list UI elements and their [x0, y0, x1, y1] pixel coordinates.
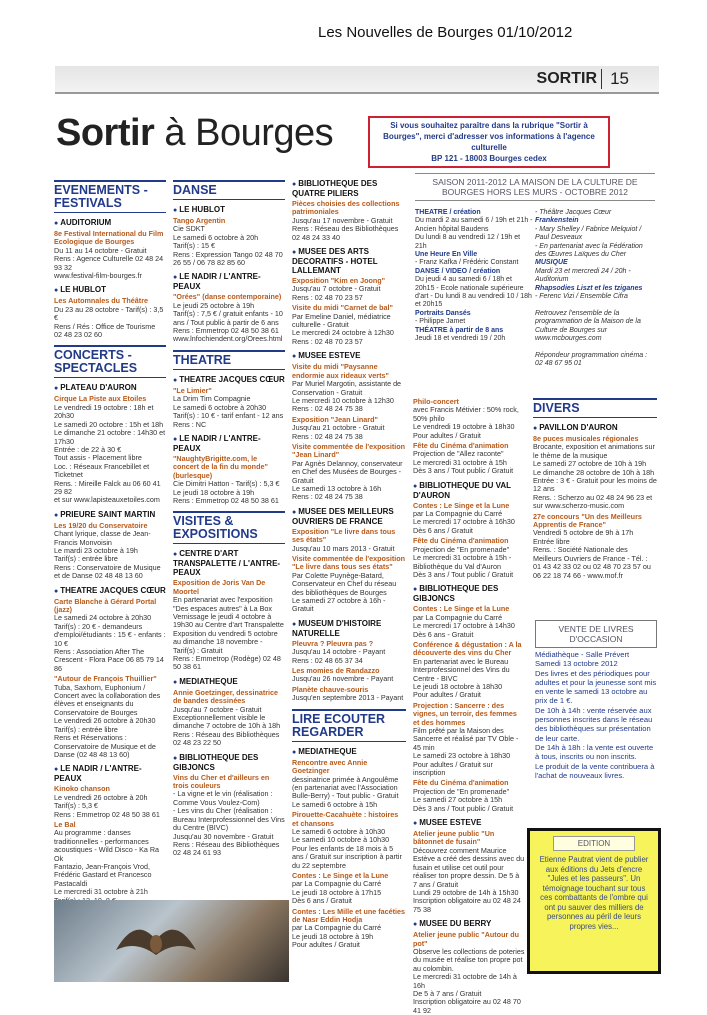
section-heading: DANSE	[173, 180, 285, 200]
section-heading: DIVERS	[533, 398, 657, 418]
section-heading: LIRE ECOUTER REGARDER	[292, 709, 406, 742]
event-details: - Mary Shelley / Fabrice Melquiot / Paul Desveaux - En partenariat avec la Fédération des Œuvres Laïques du Cher	[535, 225, 643, 259]
event-title: Rencontre avec Annie Goetzinger	[292, 757, 368, 776]
event-details: Par Colette Puynège-Batard, Conservateur en Chef du réseau des bibliothèques de Bourges Le samedi 27 octobre à 16h - Gratuit	[292, 570, 397, 614]
venue-name: ● MUSEE ESTEVE	[413, 818, 525, 828]
event-details: Jusqu'au 21 octobre - Gratuit Rens : 02 48 24 75 38	[292, 423, 385, 441]
event-title: Fête du Cinéma d'animation	[413, 778, 509, 788]
edition-heading: EDITION	[553, 836, 635, 851]
venue-name: ● LE NADIR / L'ANTRE-PEAUX	[54, 764, 166, 783]
event-details: Le samedi 6 octobre à 10h30 Le samedi 10 octobre à 10h30 Pour les enfants de 18 mois à 5 ans / Gratuit sur inscription à partir du 22 septembre	[292, 826, 402, 870]
event-details: En partenariat avec l'exposition "Des espaces autres" à La Box Vernissage le jeudi 4 octobre à 19h30 au Centre d'art Transpalette Exposition du vendredi 5 octobre au dimanche 18 novembre - Tarif(s) : Gratuit Rens : Emmetrop (Rodège) 02 48 50 38 61	[173, 595, 284, 672]
edition-box	[527, 828, 661, 974]
event-details: - La vigne et le vin (réalisation : Comme Vous Voulez-Com) - Les vins du Cher (réalisation : Bureau Interprofessionnel des Vins du Centre (BIVC) Jusqu'au 30 novembre - Gratuit Rens : Réseau des Bibliothèques 02 48 24 61 93	[173, 789, 285, 858]
event-details: Le jeudi 25 octobre à 19h Tarif(s) : 7,5 € / gratuit enfants - 10 ans / Tout public à partir de 6 ans Rens : Emmetrop 02 48 50 38 61 www.lnfochiendent.org/Orees.html	[173, 300, 283, 344]
event-details: Projection de "Allez raconte" Le mercredi 31 octobre à 15h Dès 3 ans / Tout public / Gratuit	[413, 449, 514, 476]
bat-photo	[54, 900, 289, 982]
event-details: Du jeudi 4 au samedi 6 / 18h et 20h15 - Ecole nationale supérieure d'art - Du lundi 8 au vendredi 10 / 18h et 20h15	[415, 276, 532, 309]
event-details: La Drim Tim Compagnie Le samedi 6 octobre à 20h30 Tarif(s) : 10 € - tarif enfant - 12 ans Rens : NC	[173, 394, 284, 429]
event-details: Mardi 23 et mercredi 24 / 20h - Auditorium	[535, 267, 631, 284]
section-heading: EVENEMENTS - FESTIVALS	[54, 180, 166, 213]
event-title: Exposition "Kim en Joong"	[292, 276, 386, 286]
event-title: Philo-concert	[413, 397, 459, 406]
program-title: Une Heure En Ville	[415, 251, 478, 259]
event-title: Exposition "Le livre dans tous ses états"	[292, 526, 396, 545]
event-details: par La Compagnie du Carré Le jeudi 18 octobre à 19h Pour adultes / Gratuit	[292, 923, 382, 950]
page-title	[56, 112, 333, 155]
event-details: Du 23 au 28 octobre - Tarif(s) : 3,5 € Rens / Rés : Office de Tourisme 02 48 23 02 60	[54, 304, 164, 340]
venue-name: ● MUSEE DES ARTS DECORATIFS - HOTEL LALLEMANT	[292, 247, 406, 275]
program-title: DANSE / VIDEO / création	[415, 267, 501, 275]
event-details: Vendredi 5 octobre de 9h à 17h Entrée libre Rens. : Société Nationale des Meilleurs Ouvriers de France - Tél. : 01 43 42 33 02 ou 02 48 70 23 57 ou 06 22 18 74 66 - www.mof.fr	[533, 528, 651, 580]
event-title: Planète chauve-souris	[292, 684, 369, 694]
event-title: Fête du Cinéma d'animation	[413, 536, 509, 546]
section-header-bar	[55, 66, 659, 94]
event-details: Jusqu'au 26 novembre - Payant	[292, 674, 394, 684]
event-title: Contes : Le Singe et la Lune	[413, 500, 510, 510]
event-details: Film prêté par la Maison des Sancerre et réalisé par TV Oble - 45 min Le samedi 23 octobre à 18h30 Pour adultes / Gratuit sur inscription	[413, 726, 519, 778]
program-title: Frankenstein	[535, 217, 579, 225]
event-title: Visite commentée de l'exposition "Jean Linard"	[292, 441, 406, 460]
venue-name: ● MEDIATHEQUE	[292, 747, 406, 757]
event-title: Annie Goetzinger, dessinatrice de bandes dessinées	[173, 687, 279, 706]
event-details: Du 11 au 14 octobre - Gratuit Rens : Agence Culturelle 02 48 24 93 32 www.festival-film-bourges.fr	[54, 245, 164, 281]
event-title: 8e Festival International du Film Ecologique de Bourges	[54, 229, 164, 247]
event-details: Jusqu'au 17 novembre - Gratuit Rens : Réseau des Bibliothèques 02 48 24 33 40	[292, 215, 399, 242]
event-title: Pièces choisies des collections patrimoniales	[292, 199, 400, 217]
event-details: avec Francis Métivier : 50% rock, 50% philo Le vendredi 19 octobre à 18h30 Pour adultes / Gratuit	[413, 405, 519, 440]
event-title: Pirouette-Cacahuète : histoires et chansons	[292, 810, 399, 828]
divers-column	[533, 392, 657, 580]
venue-name: ● AUDITORIUM	[54, 218, 166, 228]
venue-name: ● LE HUBLOT	[54, 285, 166, 295]
event-details: par La Compagnie du Carré Le mercredi 17 octobre à 14h30 Dès 6 ans - Gratuit	[413, 612, 515, 639]
event-details: Projection de "En promenade" Le samedi 27 octobre à 15h Dès 3 ans / Tout public / Gratuit	[413, 786, 514, 813]
submission-notice: Si vous souhaitez paraître dans la rubrique "Sortir à Bourges", merci d'adresser vos informations à l'agence culturelle BP 121 - 18003 Bourges cedex	[368, 116, 610, 168]
event-details: - Théâtre Jacques Cœur	[535, 209, 612, 216]
event-title: Exposition "Jean Linard"	[292, 414, 378, 424]
column-1	[54, 174, 166, 913]
event-title: Tango Argentin	[173, 216, 226, 225]
event-details: Projection de "En promenade" Le mercredi 31 octobre à 15h - Bibliothèque du Val d'Auron Dès 3 ans / Tout public / Gratuit	[413, 544, 514, 579]
event-details: Cie SDKT Le samedi 6 octobre à 20h Tarif(s) : 15 € Rens : Expression Tango 02 48 70 26 55 / 06 78 82 85 60	[173, 224, 283, 268]
event-details: Par Agnès Delannoy, conservateur en Chef des Musées de Bourges - Gratuit Le samedi 13 octobre à 16h Rens : 02 48 24 75 38	[292, 458, 403, 502]
section-heading: THEATRE	[173, 350, 285, 370]
program-title: THÉATRE à partir de 8 ans	[415, 326, 504, 334]
event-details: - Franz Kafka / Frédéric Constant	[415, 259, 519, 267]
saison-right	[535, 209, 655, 369]
saison-heading: SAISON 2011-2012 LA MAISON DE LA CULTURE DE BOURGES HORS LES MURS - OCTOBRE 2012	[415, 173, 655, 201]
program-title: MUSIQUE	[535, 259, 568, 267]
event-details: Brocante, exposition et animations sur le thème de la musique Le samedi 27 octobre de 10h à 19h Le dimanche 28 octobre de 10h à 18h Entrée : 3 € - Gratuit pour les moins de 12 ans Rens. : Scherzo au 02 48 24 96 23 et sur www.scherzo-music.com	[533, 442, 657, 511]
venue-name: ● MUSEUM D'HISTOIRE NATURELLE	[292, 619, 406, 638]
event-title: Contes : Le Singe et la Lune	[413, 604, 510, 614]
event-title: Atelier jeune public "Un bâtonnet de fusain"	[413, 829, 495, 847]
venue-name: ● BIBLIOTHEQUE DES QUATRE PILIERS	[292, 179, 406, 198]
venue-name: ● MUSEE DU BERRY	[413, 919, 525, 929]
venue-name: ● MUSEE ESTEVE	[292, 351, 406, 361]
event-title: Kinoko chanson	[54, 784, 110, 794]
event-title: Visite du midi "Carnet de bal"	[292, 303, 393, 313]
venue-name: ● CENTRE D'ART TRANSPALETTE / L'ANTRE-PEAUX	[173, 549, 285, 577]
event-title: Vins du Cher et d'ailleurs en trois couleurs	[173, 772, 270, 791]
section-label: SORTIR	[536, 70, 597, 87]
newspaper-masthead: Les Nouvelles de Bourges 01/10/2012	[318, 24, 573, 41]
event-details: dessinatrice primée à Angoulême (en partenariat avec l'Association Bulle-Berry) - Tout public - Gratuit Le samedi 6 octobre à 15h	[292, 774, 399, 809]
program-title: Rhapsodies Liszt et les tziganes	[535, 284, 643, 292]
saison-left	[415, 209, 533, 344]
event-title: Contes : Les Mille et une facéties de Nasr Eddin Hodja	[292, 906, 406, 924]
event-title: Exposition de Joris Van De Moortel	[173, 578, 266, 596]
venue-name: ● BIBLIOTHEQUE DES GIBJONCS	[173, 753, 285, 772]
event-title: 27e concours "Un des Meilleurs Apprentis de France"	[533, 511, 642, 530]
section-heading: VISITES & EXPOSITIONS	[173, 511, 285, 544]
event-title: Contes : Le Singe et la Lune	[292, 870, 389, 880]
event-title: "Orées" (danse contemporaine)	[173, 292, 282, 302]
event-details: Au programme : danses traditionnelles - performances acoustiques - Wild Disco - Ka Ra Ok Fantazio, Jean-François Vrod, Frédéric Gastard et Francesco Pastacaldi Le mercredi 31 octobre à 21h	[54, 828, 160, 897]
event-details: Cie Dimitri Hatton - Tarif(s) : 5,3 € Le jeudi 18 octobre à 19h Rens : Emmetrop 02 48 50 38 61	[173, 479, 280, 505]
event-details: Découvrez comment Maurice Estève a créé des dessins avec du fusain et utilise cet outil pour réaliser ton propre dessin. De 5 à 7 ans / Gratuit Lundi 29 octobre de 14h à 15h30 Inscription obligatoire au 02 48 24 75 38	[413, 845, 525, 914]
event-details: Jusqu'au 10 mars 2013 - Gratuit	[292, 543, 395, 553]
event-title: Les Automnales du Théâtre	[54, 296, 148, 306]
event-details: Jusqu'au 7 octobre - Gratuit Rens : 02 48 70 23 57	[292, 284, 381, 302]
event-title: Le Bal	[54, 819, 76, 829]
venue-name: ● LE NADIR / L'ANTRE-PEAUX	[173, 434, 285, 453]
page-number: 15	[601, 69, 629, 89]
event-title: Pleuvra ? Pleuvra pas ?	[292, 638, 374, 648]
column-3	[292, 174, 406, 950]
event-details: par La Compagnie du Carré Le mercredi 17 octobre à 16h30 Dès 6 ans / Gratuit	[413, 509, 515, 535]
venue-name: ● BIBLIOTHEQUE DU VAL D'AURON	[413, 481, 525, 500]
edition-text: Etienne Pautrat vient de publier aux éditions du Jets d'encre "Jules et les passeurs". Un témoignage touchant sur tous ces combattants de l'ombre qui ont pu sauver des milliers de personnes au péril de leurs propres vies...	[539, 855, 649, 931]
program-title: THEATRE / création	[415, 209, 481, 216]
event-details: Tuba, Saxhorn, Euphonium / Concert avec la collaboration des élèves et enseignants du Conservatoire de Bourges Le vendredi 26 octobre à 20h30 Tarif(s) : entrée libre Rens et Réservations : Conservatoire de Musique et de Danse (02 48 48 13 60)	[54, 682, 161, 759]
event-details: Jeudi 18 et vendredi 19 / 20h	[415, 335, 506, 343]
event-title: Les momies de Randazzo	[292, 666, 380, 676]
event-details: Par Muriel Margotin, assistante de Conservation - Gratuit Le mercredi 10 octobre à 12h30 Rens : 02 48 24 75 38	[292, 379, 402, 414]
event-details: Jusqu'au 7 octobre - Gratuit Exceptionnellement visible le dimanche 7 octobre de 10h à 18h Rens : Réseau des Bibliothèques 02 48 23 22 50	[173, 704, 281, 748]
event-title: "Le Limier"	[173, 385, 212, 395]
event-details: Jusqu'en septembre 2013 - Payant	[292, 693, 404, 703]
venue-name: ● MEDIATHEQUE	[173, 677, 285, 687]
event-title: 8e puces musicales régionales	[533, 434, 639, 443]
event-title: Atelier jeune public "Autour du pot"	[413, 930, 520, 948]
event-details: Le samedi 24 octobre à 20h30 Tarif(s) : 20 € - demandeurs d'emploi/étudiants : 15 € - enfants : 10 € Rens : Association After The Crescent - Flora Pace 06 85 79 14 86	[54, 613, 166, 673]
program-title: Portraits Dansés	[415, 309, 471, 317]
event-title: Projection : Sancerre : des vignes, un terroir, des femmes et des hommes	[413, 700, 517, 727]
event-title: Les 19/20 du Conservatoire	[54, 520, 148, 530]
venue-name: ● PAVILLON D'AURON	[533, 423, 657, 433]
event-details: Chant lyrique, classe de Jean-Francis Monvoisin Le mardi 23 octobre à 19h Tarif(s) : entrée libre Rens : Conservatoire de Musique et de Danse 02 48 48 13 60	[54, 529, 161, 581]
event-details: Le vendredi 26 octobre à 20h Tarif(s) : 5,3 € Rens : Emmetrop 02 48 50 38 61	[54, 792, 160, 819]
event-details: - Ferenc Vizi / Ensemble Cifra Retrouvez l'ensemble de la programmation de la Maison de la Culture de Bourges sur www.mcbourges.com Répondeur programmation cinéma : 02 48 67 95 01	[535, 293, 648, 368]
event-details: En partenariat avec le Bureau Interprofessionnel des Vins du Centre - BIVC Le jeudi 18 octobre à 18h30 Pour adultes / Gratuit	[413, 656, 510, 700]
vente-text: Médiathèque - Salle Prévert Samedi 13 octobre 2012 Des livres et des périodiques pour adultes et pour la jeunesse sont mis en vente le samedi 13 octobre au prix de 1 €. De 10h à 14h : vente réservée aux personnes inscrites dans le réseau des bibliothèques sur présentation de leur carte. De 14h à 18h : la vente est ouverte à tous, inscrits ou non inscrits. Le produit de la vente contribuera à l'achat de nouveaux livres.	[535, 650, 657, 780]
event-title: Visite commentée de l'exposition "Le livre dans tous ses états"	[292, 554, 406, 572]
event-details: Par Emeline Daniel, médiatrice culturelle - Gratuit Le mercredi 24 octobre à 12h30 Rens : 02 48 70 23 57	[292, 311, 394, 346]
event-title: Visite du midi "Paysanne endormie aux rideaux verts"	[292, 362, 389, 380]
page-title-bold: Sortir	[56, 112, 155, 154]
venue-name: ● BIBLIOTHEQUE DES GIBJONCS	[413, 584, 525, 603]
venue-name: ● LE NADIR / L'ANTRE-PEAUX	[173, 272, 285, 291]
event-details: Observe les collections de poteries du musée et réalise ton propre pot au colombin. Le mercredi 31 octobre de 14h à 16h De 5 à 7 ans / Gratuit Inscription obligatoire au 02 48 70 41 92	[413, 946, 525, 1015]
event-details: - Philippe Jamet	[415, 318, 466, 326]
section-heading: CONCERTS - SPECTACLES	[54, 345, 166, 378]
event-title: Carte Blanche à Gérard Portal (jazz)	[54, 596, 157, 614]
event-title: Fête du Cinéma d'animation	[413, 441, 509, 451]
venue-name: ● THEATRE JACQUES CŒUR	[54, 586, 166, 596]
venue-name: ● PLATEAU D'AURON	[54, 383, 166, 393]
event-details: Jusqu'au 14 octobre - Payant Rens : 02 48 65 37 34	[292, 647, 386, 665]
event-title: Cirque La Piste aux Etoiles	[54, 394, 147, 404]
event-title: "NaughtyBrigitte.com, le concert de la fin du monde" (burlesque)	[173, 453, 268, 480]
venue-name: ● PRIEURE SAINT MARTIN	[54, 510, 166, 520]
event-details: Le vendredi 19 octobre : 18h et 20h30 Le samedi 20 octobre : 15h et 18h Le dimanche 21 octobre : 14h30 et 17h30 Entrée : de 22 à 30 € Tout assis - Placement libre Loc. : Réseaux Francebillet et Ticketnet Rens. : Mireille Falck au 06 60 41 29 82 et sur www.lapisteauxetoiles.com	[54, 402, 166, 505]
bat-icon	[106, 910, 206, 965]
column-4	[413, 396, 525, 1015]
venue-name: ● MUSEE DES MEILLEURS OUVRIERS DE FRANCE	[292, 507, 406, 526]
event-details: Du mardi 2 au samedi 6 / 19h et 21h - Ancien hôpital Baudens Du lundi 8 au vendredi 12 / 19h et 21h	[415, 217, 533, 250]
event-title: "Autour de François Thuillier"	[54, 674, 157, 684]
venue-name: ● THEATRE JACQUES CŒUR	[173, 375, 285, 385]
event-details: par La Compagnie du Carré Le jeudi 18 octobre à 17h15 Dès 6 ans / Gratuit	[292, 879, 382, 906]
column-2	[173, 174, 285, 858]
vente-heading: VENTE DE LIVRES D'OCCASION	[535, 620, 657, 648]
page-title-rest: à Bourges	[154, 112, 334, 154]
event-title: Conférence & dégustation : A la découverte des vins du Cher	[413, 639, 522, 658]
venue-name: ● LE HUBLOT	[173, 205, 285, 215]
